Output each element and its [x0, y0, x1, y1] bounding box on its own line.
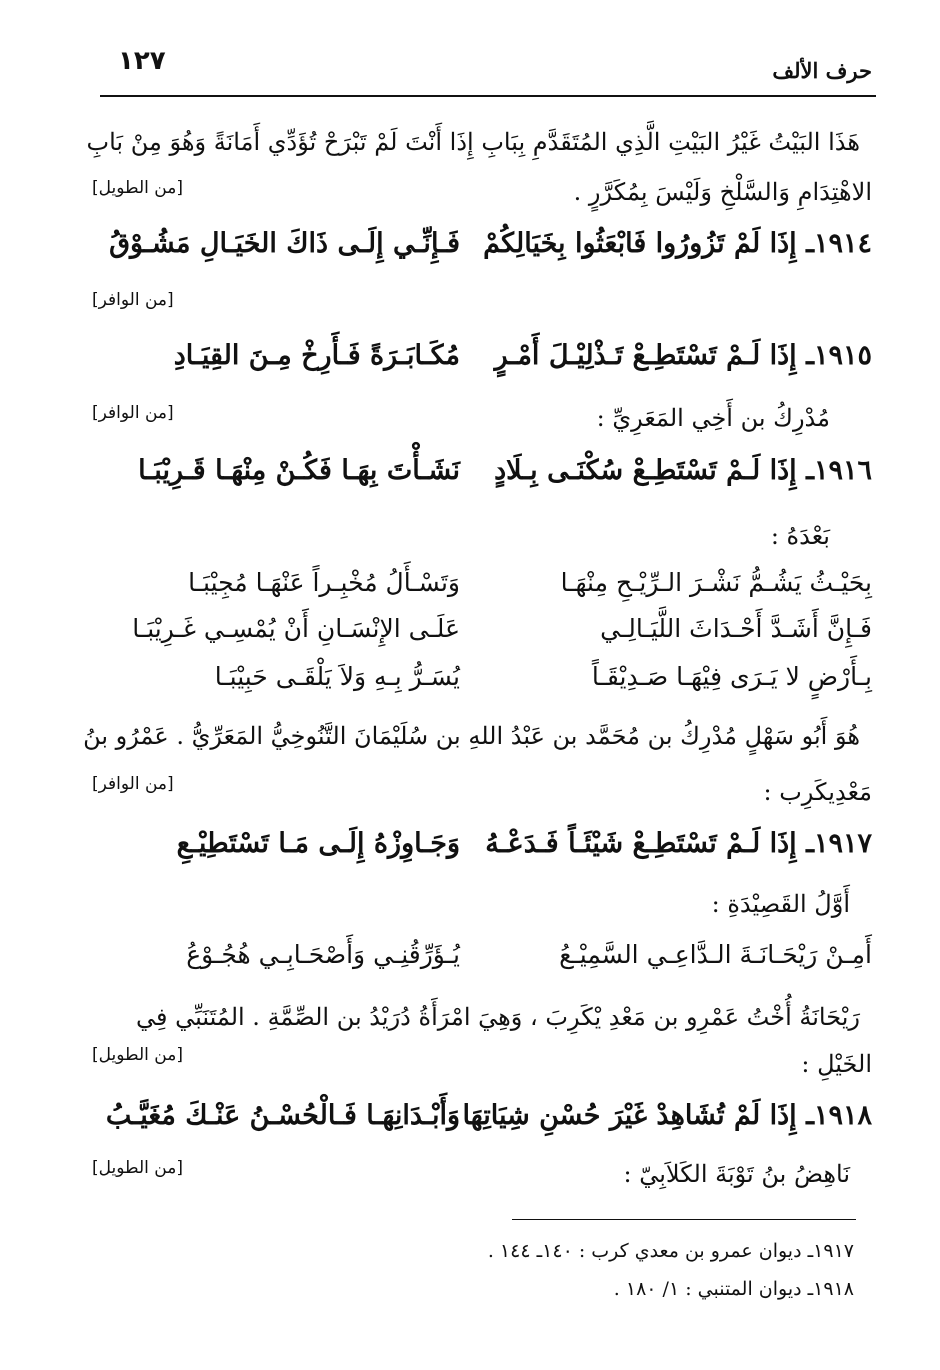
poet-name: الخَيْلِ : [801, 1050, 872, 1078]
commentary-line: هَذَا البَيْتُ غَيْرُ البَيْتِ الَّذِي المُتَقَدَّمِ بِبَابِ إِذَا أَنْتَ لَمْ تَبْرَحْ تُؤَدِّي أَمَانَةً وَهُوَ مِنْ بَابِ [86, 128, 860, 156]
meter-label: [من الطويل] [92, 1158, 183, 1178]
chapter-title: حرف الألف [772, 58, 872, 83]
meter-label: [من الوافر] [92, 290, 174, 310]
footnote: ١٩١٧ـ ديوان عمرو بن معدي كرب : ١٤٠ـ ١٤٤ . [487, 1240, 854, 1262]
verse-hemistich: وَتَسْـأَلُ مُخْبِـراً عَنْهَـا مُجِيْبَـا [188, 568, 460, 597]
verse-hemistich: بِحَيْـثُ يَشُـمُّ نَشْـرَ الـرِّيْـحِ مِنْهَـا [560, 568, 872, 597]
page-number: ١٢٧ [118, 46, 166, 76]
verse-1917-first-hemistich: ١٩١٧ـ إِذَا لَـمْ تَسْتَطِـعْ شَيْئَـاً فَـدَعْـهُ [485, 828, 872, 859]
verse-1918-second-hemistich: وَأَبْـدَانِهَـا فَـالْحُسْـنُ عَنْـكَ مُغَيَّـبُ [105, 1100, 460, 1131]
meter-label: [من الطويل] [92, 1045, 183, 1065]
verse-hemistich: يُـؤَرِّقُنِـي وَأَصْحَـابِـي هُجُـوْعُ [186, 940, 460, 969]
footnote: ١٩١٨ـ ديوان المتنبي : ١/ ١٨٠ . [613, 1278, 854, 1300]
verse-hemistich: أَمِـنْ رَيْحَـانَـةَ الـدَّاعِـي السَّمِيْـعُ [559, 940, 872, 969]
verse-1914-second-hemistich: فَـإِنِّـي إِلَـى ذَاكَ الخَيَـالِ مَشُـوْقُ [109, 228, 460, 259]
verse-hemistich: يُسَـرُّ بِـهِ وَلاَ يَلْقَـى حَبِيْبَـا [214, 662, 460, 691]
verse-1917-second-hemistich: وَجَـاوِزْهُ إِلَـى مَـا تَسْتَطِيْـعِ [176, 828, 460, 859]
verse-hemistich: بِـأَرْضٍ لا يَـرَى فِيْهَـا صَـدِيْقَـاً [591, 662, 872, 691]
footnote-rule [512, 1219, 856, 1220]
verse-hemistich: عَلَـى الإِنْسَـانِ أَنْ يُمْسِـي غَـرِيْبَـا [132, 614, 460, 643]
commentary-line: رَيْحَانَةُ أُخْتُ عَمْرِو بن مَعْدِ يْكَرِبَ ، وَهِيَ امْرَأَةُ دُرَيْدُ بن الصِّمَّةِ . المُتَنَبِّي فِي [135, 1003, 860, 1031]
verse-1915-second-hemistich: مُكَـابَـرَةً فَـأَرِخْ مِـنَ القِيَـادِ [173, 340, 460, 371]
verse-1918-first-hemistich: ١٩١٨ـ إِذَا لَمْ تُشَاهِدْ غَيْرَ حُسْنِ شِيَاتِهَا [462, 1100, 872, 1131]
section-label: أَوَّلُ القَصِيْدَةِ : [711, 890, 850, 918]
section-label: بَعْدَهُ : [770, 522, 830, 550]
verse-1916-second-hemistich: نَشَـأْتَ بِهَـا فَكُـنْ مِنْهَـا قَـرِيْبَـا [138, 455, 460, 486]
meter-label: [من الطويل] [92, 178, 183, 198]
poet-name: مُدْرِكُ بن أَخِي المَعَرِيِّ : [596, 404, 830, 432]
commentary-line: هُوَ أَبُو سَهْلٍ مُدْرِكُ بن مُحَمَّد بن عَبْدُ اللهِ بن سُلَيْمَانَ التَّنُوخِيُّ المَعَرِّيُّ . عَمْرُو بنُ [83, 722, 860, 750]
verse-1915-first-hemistich: ١٩١٥ـ إِذَا لَـمْ تَسْتَطِـعْ تَـذْلِيْـلَ أَمْـرٍ [494, 340, 872, 371]
poet-name: نَاهِضُ بنُ تَوْبَةَ الكَلاَبِيّ : [623, 1160, 850, 1188]
verse-1916-first-hemistich: ١٩١٦ـ إِذَا لَـمْ تَسْتَطِـعْ سُكْنَـى بِـلَادٍ [494, 455, 872, 486]
meter-label: [من الوافر] [92, 774, 174, 794]
verse-hemistich: فَـإِنَّ أَشَـدَّ أَحْـدَاثَ اللَّيَـالِـي [600, 614, 872, 643]
meter-label: [من الوافر] [92, 403, 174, 423]
verse-1914-first-hemistich: ١٩١٤ـ إِذَا لَمْ تَزُورُوا فَابْعَثُوا بِخَيَالِكُمْ [483, 228, 872, 259]
poet-name: مَعْدِيكَرِب : [763, 778, 872, 806]
commentary-line: الاهْتِدَامِ وَالسَّلْخِ وَلَيْسَ بِمُكَرَّرٍ . [573, 178, 872, 206]
header-rule [100, 95, 876, 97]
